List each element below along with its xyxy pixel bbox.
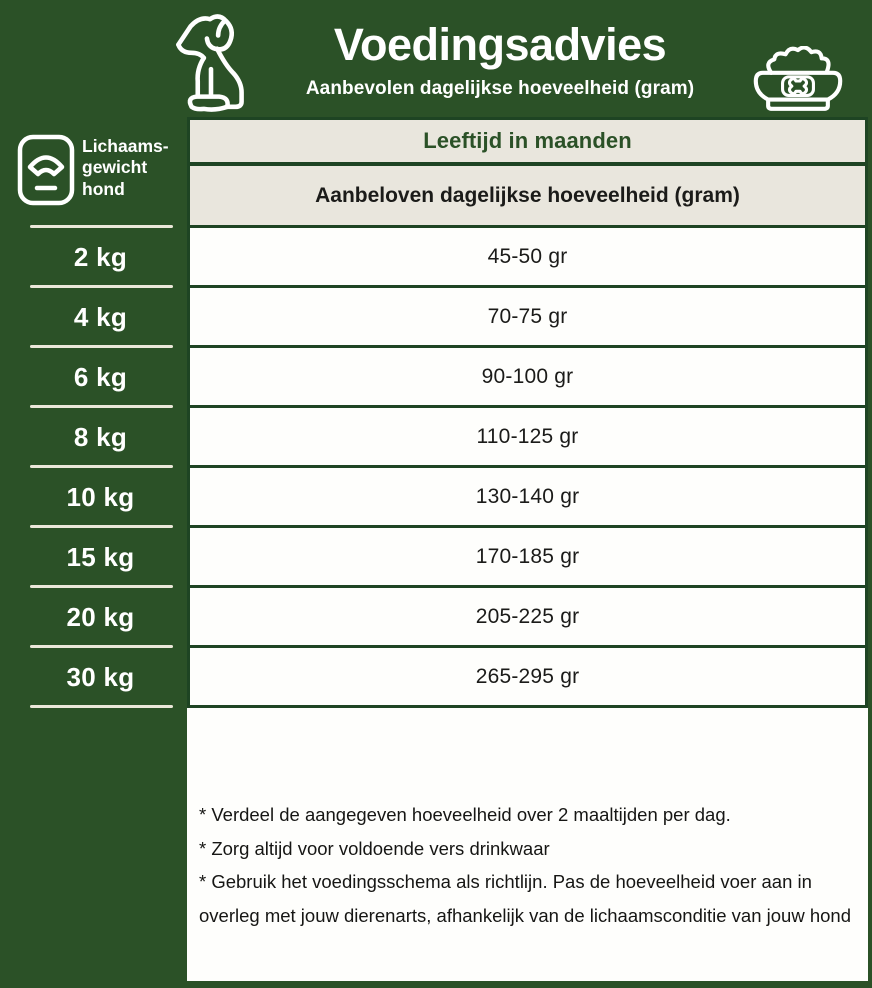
- table-header-amount: Aanbeloven dagelijkse hoeveelheid (gram): [190, 166, 865, 225]
- header: [230, 20, 770, 100]
- weight-label: 2 kg: [73, 241, 128, 272]
- footnotes-panel: [187, 708, 868, 981]
- table-row: 70-75 gr: [190, 288, 865, 345]
- table-row: 205-225 gr: [190, 588, 865, 645]
- footnote: * Verdeel de aangegeven hoeveelheid over 2 maaltijden per dag.: [199, 804, 731, 825]
- table-header-age: Leeftijd in maanden: [190, 120, 865, 162]
- sidebar-title-line3: hond: [82, 178, 125, 199]
- weight-label: 10 kg: [66, 481, 135, 512]
- table-row: 45-50 gr: [190, 228, 865, 285]
- dog-bowl-icon: [746, 46, 850, 116]
- table-row: 110-125 gr: [190, 408, 865, 465]
- footnote: * Gebruik het voedingsschema als richtlijn. Pas de hoeveelheid voer aan in overleg met jouw dierenarts, afhankelijk van de lichaamsconditie van jouw hond: [199, 871, 851, 926]
- weight-label: 6 kg: [73, 361, 128, 392]
- weight-label: 15 kg: [66, 541, 135, 572]
- page-subtitle: Aanbevolen dagelijkse hoeveelheid (gram): [305, 77, 695, 99]
- table-row: 170-185 gr: [190, 528, 865, 585]
- sidebar-title: [82, 136, 182, 200]
- sidebar-title-line1: Lichaams-: [82, 136, 169, 156]
- weight-label: 4 kg: [73, 301, 128, 332]
- weight-label: 20 kg: [66, 601, 135, 632]
- table-row: 90-100 gr: [190, 348, 865, 405]
- page-title: Voedingsadvies: [333, 19, 667, 70]
- footnote: * Zorg altijd voor voldoende vers drinkwaar: [199, 837, 550, 859]
- weight-label: 8 kg: [73, 421, 128, 452]
- table-row: 265-295 gr: [190, 648, 865, 705]
- table-row: 130-140 gr: [190, 468, 865, 525]
- sidebar-title-line2: gewicht: [82, 157, 148, 178]
- weight-scale-icon: [16, 132, 76, 208]
- feeding-table: [187, 117, 868, 708]
- weight-label: 30 kg: [66, 661, 135, 692]
